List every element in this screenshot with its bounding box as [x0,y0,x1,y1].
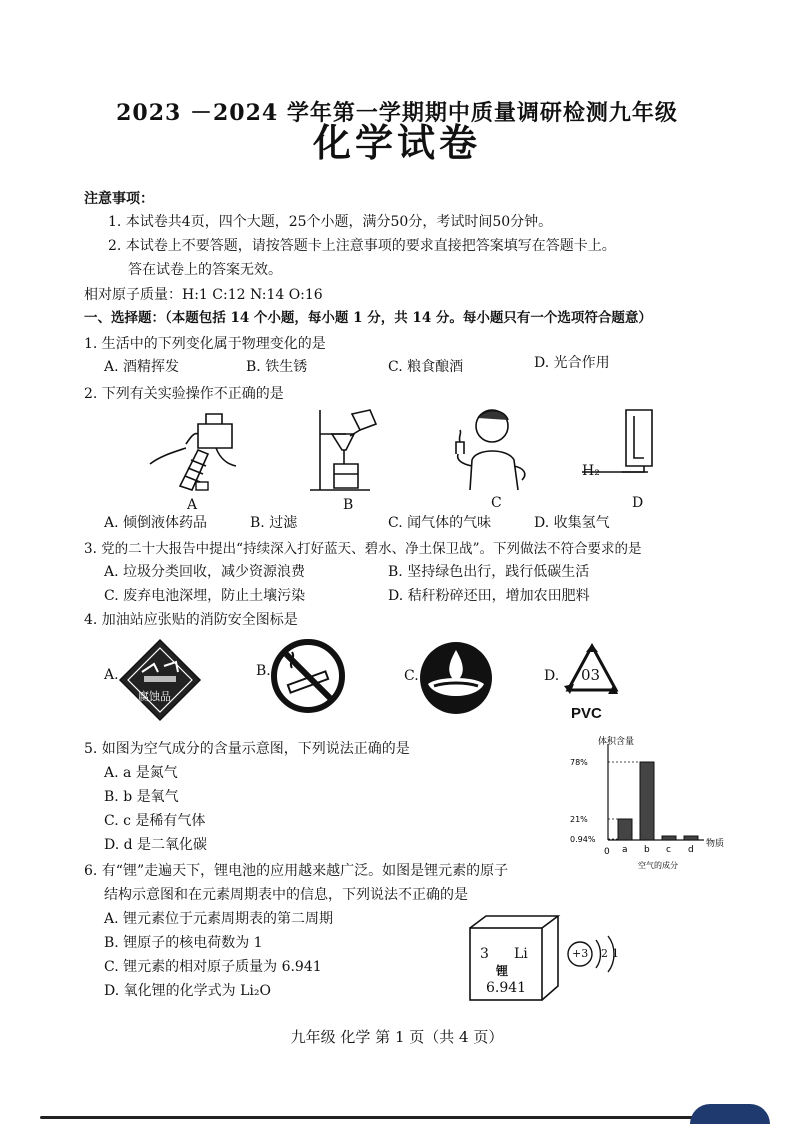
q2-figure-c-smelling [448,404,538,494]
q2-figure-b-filtration [306,406,386,492]
chart-category-c: c [666,845,671,855]
chart-bar-c [662,836,676,840]
corner-mark [690,1104,770,1124]
q4-recycle-number: 03 [581,666,601,684]
q3-option-a: A. 垃圾分类回收，减少资源浪费 [104,564,306,580]
q3-option-c: C. 废弃电池深埋，防止土壤污染 [104,588,306,604]
section1-heading: 一、选择题：（本题包括 14 个小题，每小题 1 分，共 14 分。每小题只有一个选项符合题意） [84,310,652,326]
q3-stem: 3. 党的二十大报告中提出“持续深入打好蓝天、碧水、净土保卫战”。下列做法不符合要求的是 [84,541,642,557]
bottom-divider [40,1116,700,1119]
atomic-mass-line: 相对原子质量：H:1 C:12 N:14 O:16 [84,287,323,303]
q4-option-c-letter: C. [404,668,419,684]
element-name: 锂 [496,964,509,978]
atom-nucleus-charge: +3 [572,947,589,960]
q2-figure-b-label: B [343,497,354,513]
q6-stem-line2: 结构示意图和在元素周期表中的信息，下列说法不正确的是 [104,887,468,903]
q4-corrosive-text: 腐蚀品 [138,690,171,703]
q1-option-b: B. 铁生锈 [246,359,308,375]
element-mass: 6.941 [486,980,527,996]
q4-no-smoking-icon [270,638,346,714]
chart-bar-b [640,762,654,840]
q2-figure-a-pouring [140,404,250,494]
q6-option-d: D. 氧化锂的化学式为 Li₂O [104,983,271,999]
notice-heading: 注意事项： [84,191,154,207]
atom-shell-1: 2 [601,947,608,960]
chart-origin-label: 0 [604,847,610,857]
chart-y-tick-1: 21% [570,815,588,824]
element-symbol: Li [514,946,528,962]
chart-y-label: 体积含量 [598,737,635,747]
element-atomic-number: 3 [480,946,489,962]
q4-option-d-letter: D. [544,668,560,684]
q5-option-b: B. b 是氧气 [104,789,179,805]
chart-category-b: b [644,845,650,855]
q5-stem: 5. 如图为空气成分的含量示意图，下列说法正确的是 [84,741,410,757]
air-composition-chart [568,736,728,876]
q2-h2-label: H₂ [582,463,600,479]
q2-figure-a-label: A [187,497,198,513]
q4-option-b-letter: B. [256,663,271,679]
q1-stem: 1. 生活中的下列变化属于物理变化的是 [84,336,326,352]
q1-option-a: A. 酒精挥发 [104,359,180,375]
notice-item-3: 答在试卷上的答案无效。 [128,262,282,278]
q4-flammable-icon [418,640,494,716]
chart-y-tick-0: 78% [570,758,588,767]
q2-option-d: D. 收集氢气 [534,515,610,531]
notice-item-1: 1. 本试卷共4页，四个大题，25个小题，满分50分，考试时间50分钟。 [108,214,553,230]
q3-option-b: B. 坚持绿色出行，践行低碳生活 [388,564,590,580]
q5-option-d: D. d 是二氧化碳 [104,837,208,853]
q4-option-a-letter: A. [104,667,119,683]
q2-figure-c-label: C [491,495,502,511]
page-footer: 九年级 化学 第 1 页（共 4 页） [290,1028,504,1046]
chart-y-tick-2: 0.94% [570,835,596,845]
q6-option-a: A. 锂元素位于元素周期表的第二周期 [104,911,334,927]
exam-main-title: 化学试卷 [312,120,481,165]
q2-option-a: A. 倾倒液体药品 [104,515,208,531]
q4-recycle-text: PVC [571,705,602,722]
chart-category-d: d [688,845,694,855]
q2-option-c: C. 闻气体的气味 [388,515,492,531]
q2-option-b: B. 过滤 [250,515,298,531]
chart-x-label: 物质 [706,839,725,849]
q1-option-c: C. 粮食酿酒 [388,359,464,375]
chart-bar-d [684,836,698,840]
q3-option-d: D. 秸秆粉碎还田，增加农田肥料 [388,588,590,604]
q5-option-c: C. c 是稀有气体 [104,813,206,829]
q6-stem-line1: 6. 有“锂”走遍天下，锂电池的应用越来越广泛。如图是锂元素的原子 [84,863,509,879]
q6-option-c: C. 锂元素的相对原子质量为 6.941 [104,959,322,975]
q1-option-d: D. 光合作用 [534,355,610,371]
q6-option-b: B. 锂原子的核电荷数为 1 [104,935,263,951]
exam-header-title: 2023 －2024 学年第一学期期中质量调研检测九年级 [116,100,678,126]
chart-category-a: a [622,845,628,855]
chart-subtitle: 空气的成分 [638,861,678,870]
notice-item-2: 2. 本试卷上不要答题，请按答题卡上注意事项的要求直接把答案填写在答题卡上。 [108,238,616,254]
q2-stem: 2. 下列有关实验操作不正确的是 [84,386,284,402]
chart-bar-a [618,819,632,840]
q4-stem: 4. 加油站应张贴的消防安全图标是 [84,612,298,628]
q4-corrosive-icon [118,638,202,722]
atom-shell-2: 1 [612,947,619,960]
q2-figure-d-label: D [632,495,644,511]
q5-option-a: A. a 是氮气 [104,765,178,781]
